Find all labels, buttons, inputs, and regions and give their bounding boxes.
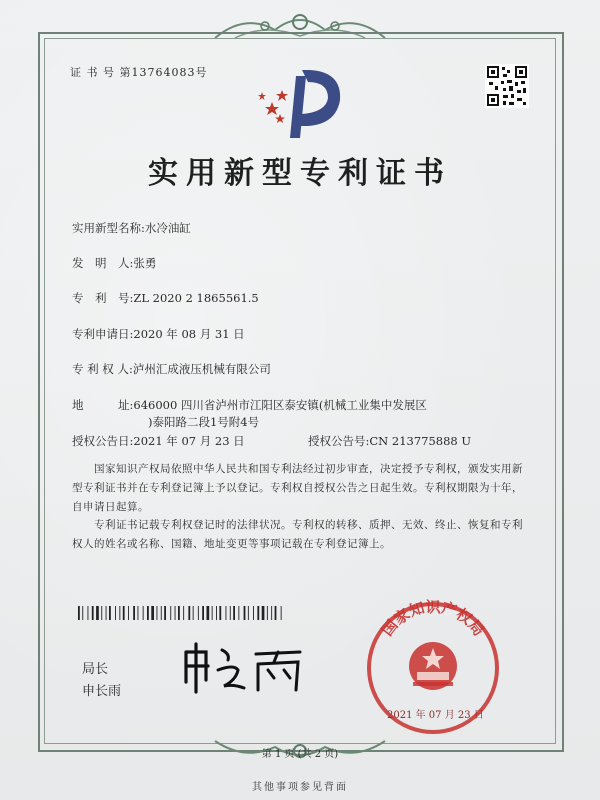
field-inventor <box>72 255 156 271</box>
page-number: 第 1 页 (共 2 页) <box>261 749 339 760</box>
field-label: 专利申请日: <box>72 327 134 341</box>
field-label: 专 利 权 人: <box>72 362 133 376</box>
signer-title: 局长 <box>82 662 109 677</box>
field-value: 张勇 <box>133 256 157 270</box>
barcode <box>78 606 283 620</box>
cnipa-logo-icon <box>250 62 350 142</box>
field-address <box>72 397 427 413</box>
field-value: 泸州汇成液压机械有限公司 <box>132 362 271 376</box>
field-patent-no <box>72 290 259 306</box>
svg-text:国家知识产权局 <box>378 598 488 639</box>
field-label: 专 利 号: <box>72 291 134 305</box>
field-value: ZL 2020 2 1865561.5 <box>133 291 259 305</box>
body-paragraph-1: 国家知识产权局依照中华人民共和国专利法经过初步审查，决定授予专利权，颁发实用新型专利证书并在专利登记簿上予以登记。专利权自授权公告之日起生效。专利权期限为十年，自申请日起算。 <box>72 463 523 513</box>
field-value: 2021 年 07 月 23 日 <box>133 434 245 448</box>
field-address-line2 <box>148 414 259 430</box>
seal-text: 国家知识产权局 <box>378 598 488 640</box>
field-model-name <box>72 220 191 236</box>
certificate-title: 实用新型专利证书 <box>148 156 452 191</box>
field-value-line1: 646000 四川省泸州市江阳区泰安镇(机械工业集中发展区 <box>133 398 427 412</box>
field-holder <box>72 361 271 377</box>
field-grant-no <box>308 433 471 449</box>
field-label: 实用新型名称: <box>72 221 145 235</box>
field-value-line2: )泰阳路二段1号附4号 <box>148 415 260 429</box>
field-grant-date <box>72 433 245 449</box>
qr-code <box>485 64 529 108</box>
field-label: 地 址: <box>72 398 134 412</box>
certificate-number: 证 书 号 第13764083号 <box>70 66 208 79</box>
field-label: 授权公告号: <box>308 434 370 448</box>
field-value: CN 213775888 U <box>369 434 472 448</box>
footer-note: 其他事项参见背面 <box>252 782 348 793</box>
field-value: 水冷油缸 <box>144 221 191 235</box>
seal-date: 2021 年 07 月 23 日 <box>387 710 484 721</box>
body-paragraph-2: 专利证书记载专利权登记时的法律状况。专利权的转移、质押、无效、终止、恢复和专利权人的姓名或名称、国籍、地址变更等事项记载在专利登记簿上。 <box>72 519 523 550</box>
field-value: 2020 年 08 月 31 日 <box>133 327 245 341</box>
field-label: 发 明 人: <box>72 256 134 270</box>
field-label: 授权公告日: <box>72 434 134 448</box>
field-filing-date <box>72 326 245 342</box>
signer-name: 申长雨 <box>82 684 122 699</box>
handwritten-signature <box>178 640 308 695</box>
